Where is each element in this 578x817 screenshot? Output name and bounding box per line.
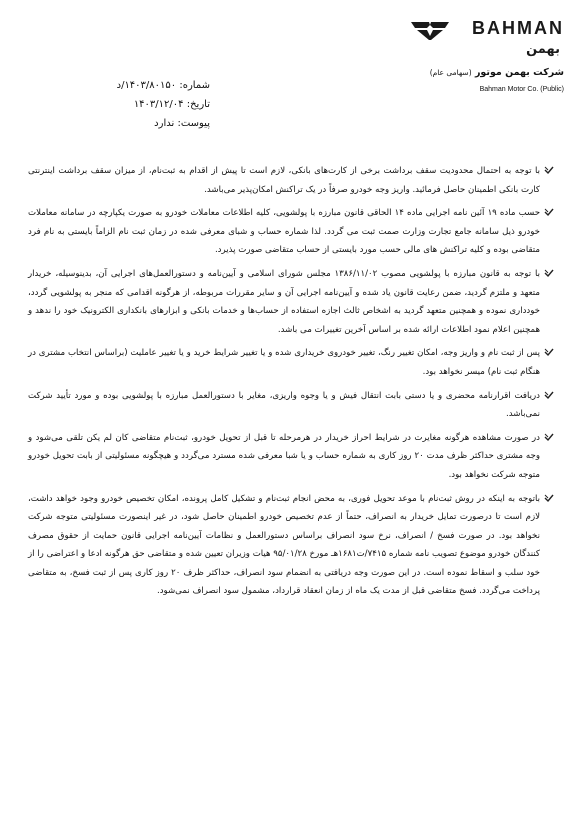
letter-meta — [110, 76, 210, 133]
company-letterhead — [409, 16, 564, 93]
arrow-checkmark-bullet-icon — [544, 207, 554, 217]
letter-date-label: تاریخ: — [186, 99, 210, 110]
arrow-checkmark-bullet-icon — [544, 165, 554, 175]
bahman-wing-emblem-icon — [409, 16, 451, 44]
brand-latin: BAHMAN — [472, 18, 564, 38]
arrow-checkmark-bullet-icon — [544, 347, 554, 357]
condition-item — [28, 490, 540, 602]
company-type-fa: (سهامی عام) — [429, 68, 472, 77]
letter-attachment-value: ندارد — [154, 118, 175, 129]
letter-date-row — [110, 95, 210, 114]
condition-item — [28, 344, 540, 381]
letter-number-row — [110, 76, 210, 95]
condition-item — [28, 429, 540, 485]
company-name-fa — [430, 67, 564, 78]
arrow-checkmark-bullet-icon — [544, 268, 554, 278]
arrow-checkmark-bullet-icon — [544, 432, 554, 442]
condition-item — [28, 204, 540, 260]
condition-item-text: در صورت مشاهده هرگونه مغایرت در شرایط احراز خریدار در هرمرحله تا قبل از تحویل خودرو، ثبت‌نام متقاضی کان لم یکن تلقی می‌شود و وجه مشتری حداکثر ظرف مدت ۲۰ روز کاری به شماره حساب و یا شبا معرفی شده مسترد می‌گردد و هیچگونه مسئولیتی از بابت تحویل خودرو متوجه شرکت نخواهد بود. — [28, 432, 540, 480]
condition-item-text: باتوجه به اینکه در روش ثبت‌نام با موعد تحویل فوری، به محض انجام ثبت‌نام و تشکیل کامل پرونده، امکان تخصیص خودرو وجود خواهد داشت، لازم است تا درصورت تمایل خریدار به انصراف، حتماً از عدم تخصیص خودرو اطمینان حاصل شود، در غیر اینصورت مسئولیتی متوجه شرکت نخواهد بود. در صورت فسخ / انصراف، نرخ سود انصراف براساس دستورالعمل و نظامات آیین‌نامه اجرایی قانون حمایت از حقوق مصرف کنندگان خودرو موضوع تصویب نامه شماره ۷۴۱۵/ت۱۶۸۱هـ مورخ ۹۵/۰۱/۲۸ هیات وزیران تعیین شده و متقاضی حق هرگونه ادعا و اعتراضی را از خود سلب و اسقاط نموده است. در این صورت وجه دریافتی به انضمام سود انصراف، حداکثر ظرف ۲۰ روز کاری پس از ثبت فسخ، به متقاضی پرداخت می‌گردد. فسخ متقاضی قبل از مدت یک ماه از زمان انعقاد قرارداد، مشمول سود انصراف نمی‌شود. — [28, 493, 541, 597]
letter-number-value: ۱۴۰۳/۸۰۱۵۰/د — [116, 80, 177, 91]
condition-item-text: دریافت اقرارنامه محضری و یا دستی بابت انتقال فیش و یا وجوه واریزی، مغایر با دستورالعمل مبارزه با پولشویی بوده و مورد تأیید شرکت نمی‌باشد. — [28, 390, 540, 420]
condition-item-text: پس از ثبت نام و واریز وجه، امکان تغییر رنگ، تغییر خودروی خریداری شده و یا تغییر شرایط خرید و یا تغییر عاملیت (براساس انتخاب مشتری در هنگام ثبت نام) میسر نخواهد بود. — [28, 348, 540, 377]
letter-date-value: ۱۴۰۳/۱۲/۰۴ — [133, 99, 184, 110]
condition-item — [28, 265, 540, 339]
letter-number-label: شماره: — [179, 80, 210, 91]
company-name-en: Bahman Motor Co. (Public) — [479, 86, 564, 93]
letter-attachment-label: پیوست: — [177, 118, 210, 129]
letter-body — [28, 162, 540, 606]
condition-item-text: با توجه به احتمال محدودیت سقف برداشت برخی از کارت‌های بانکی، لازم است تا پیش از اقدام به ثبت‌نام، از میزان سقف برداشت اینترنتی کارت بانکی اطمینان حاصل فرمائید. واریز وجه خودرو صرفاً در یک تراکنش امکان‌پذیر می‌باشد. — [28, 166, 540, 195]
condition-item — [28, 387, 540, 424]
letter-attachment-row — [110, 114, 210, 133]
condition-item-text: حسب ماده ۱۹ آئین نامه اجرایی ماده ۱۴ الحاقی قانون مبارزه با پولشویی، کلیه اطلاعات معاملات خودرو به صورت یکپارچه در سامانه معاملات خودرو ذیل سامانه جامع تجارت وزارت صمت ثبت می گردد. لذا شماره حساب و شبای معرفی شده در زمان ثبت نام الزاماً بایستی به نام فرد متقاضی بوده و کلیه تراکنش های مالی حسب مورد بایستی از حساب متقاضی صورت پذیرد. — [28, 208, 541, 256]
company-name-fa-text: شرکت بهمن موتور — [474, 67, 564, 78]
brand-farsi-logotype: بهمن — [526, 42, 560, 57]
arrow-checkmark-bullet-icon — [544, 493, 554, 503]
condition-item-text: با توجه به قانون مبارزه با پولشویی مصوب ۱۳۸۶/۱۱/۰۲ مجلس شورای اسلامی و آیین‌نامه و دستورالعمل‌های اجرایی آن، بدینوسیله، خریدار متعهد و ملتزم گردید، ضمن رعایت قانون یاد شده و آیین‌نامه اجرایی آن و سایر مقررات مربوطه، از هرگونه اقدامی که منجر به پولشویی گردد، خودداری نموده و همچنین متعهد گردید به اشخاص ثالث اجازه استفاده از حساب‌ها و خدمات بانکی و ابزارهای بانکداری الکترونیک خود را ندهد و همچنین اعلام نمود اطلاعات ارائه شده بر اساس آخرین تغییرات می باشد. — [28, 268, 540, 335]
condition-item — [28, 162, 540, 199]
arrow-checkmark-bullet-icon — [544, 390, 554, 400]
